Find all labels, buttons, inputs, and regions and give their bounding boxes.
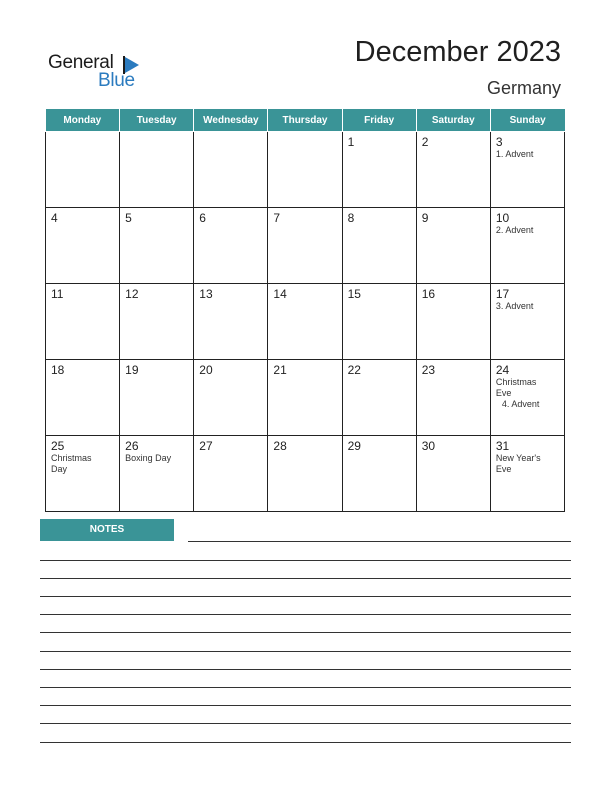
day-cell [490,360,564,436]
day-number: 26 [125,439,139,453]
holiday-label: 1. Advent [495,149,534,159]
day-number: 20 [199,363,213,377]
holiday-label: 4. Advent [501,399,540,409]
holiday-label: Eve [495,388,512,398]
weekday-monday: Monday [46,109,120,132]
day-cell [120,436,194,512]
day-number: 31 [495,439,510,453]
day-number: 18 [51,363,65,377]
week-row [46,208,565,284]
notes-line [40,632,571,633]
day-cell [120,132,194,208]
day-cell [342,284,416,360]
day-number: 11 [51,287,64,301]
day-cell [268,360,342,436]
day-number: 21 [273,363,287,377]
holiday-label: Christmas [495,377,537,387]
day-cell [490,284,564,360]
day-cell [416,208,490,284]
holiday-label: New Year's [495,453,541,463]
day-number: 23 [421,363,436,377]
holiday-label: Day [51,464,68,474]
day-cell [342,208,416,284]
day-number: 10 [495,211,510,225]
day-cell [268,436,342,512]
day-cell [268,284,342,360]
day-number: 6 [199,211,206,225]
logo-word-general: General [48,52,114,73]
logo-word-blue: Blue [98,70,135,91]
week-row [46,360,565,436]
day-cell [120,208,194,284]
day-number: 29 [347,439,361,453]
week-row [46,284,565,360]
holiday-label: Eve [495,464,512,474]
country-label: Germany [486,78,561,98]
day-cell [342,132,416,208]
day-cell [194,284,268,360]
notes-line [40,596,571,597]
day-number: 27 [199,439,213,453]
weekday-thursday: Thursday [268,109,342,132]
notes-line [40,723,571,724]
day-cell [46,284,120,360]
notes-line [40,687,571,688]
weekday-saturday: Saturday [416,109,490,132]
day-number: 2 [421,135,429,149]
day-number: 7 [273,211,281,225]
day-cell [46,436,120,512]
weekday-friday: Friday [342,109,416,132]
day-number: 15 [347,287,361,301]
day-number: 14 [273,287,287,301]
day-number: 5 [125,211,132,225]
notes-line [40,742,571,743]
day-number: 13 [199,287,213,301]
week-row [46,132,565,208]
day-number: 28 [273,439,287,453]
notes-line [40,578,571,579]
calendar-grid [45,109,565,512]
day-number: 9 [421,211,429,225]
day-cell [46,208,120,284]
day-number: 19 [125,363,139,377]
holiday-label: Boxing Day [125,453,172,463]
weekday-wednesday: Wednesday [194,109,268,132]
day-cell [342,360,416,436]
notes-line [40,651,571,652]
day-cell [120,360,194,436]
notes-line [40,560,571,561]
day-number: 17 [495,287,510,301]
day-cell [416,360,490,436]
day-cell [268,132,342,208]
day-cell [416,436,490,512]
day-number: 12 [125,287,139,301]
notes-line [40,614,571,615]
day-cell [120,284,194,360]
week-row [46,436,565,512]
day-cell [490,132,564,208]
holiday-label: 2. Advent [495,225,534,235]
day-cell [490,436,564,512]
notes-header: NOTES [40,519,174,541]
day-cell [268,208,342,284]
notes-line [188,541,571,542]
holiday-label: Christmas [51,453,92,463]
day-number: 30 [421,439,436,453]
weekday-header-row [46,109,565,132]
day-cell [342,436,416,512]
day-cell [490,208,564,284]
day-number: 16 [421,287,436,301]
day-number: 4 [51,211,58,225]
day-cell [194,208,268,284]
weekday-tuesday: Tuesday [120,109,194,132]
generalblue-logo [48,52,158,92]
day-number: 3 [495,135,503,149]
day-number: 24 [495,363,510,377]
day-number: 25 [51,439,65,453]
day-cell [194,132,268,208]
day-number: 1 [347,135,355,149]
day-cell [194,436,268,512]
day-number: 22 [347,363,361,377]
day-cell [416,284,490,360]
holiday-label: 3. Advent [495,301,534,311]
day-cell [46,132,120,208]
weekday-sunday: Sunday [490,109,564,132]
day-cell [46,360,120,436]
day-cell [194,360,268,436]
day-cell [416,132,490,208]
page-title: December 2023 [354,36,561,68]
day-number: 8 [347,211,355,225]
notes-line [40,705,571,706]
notes-line [40,669,571,670]
